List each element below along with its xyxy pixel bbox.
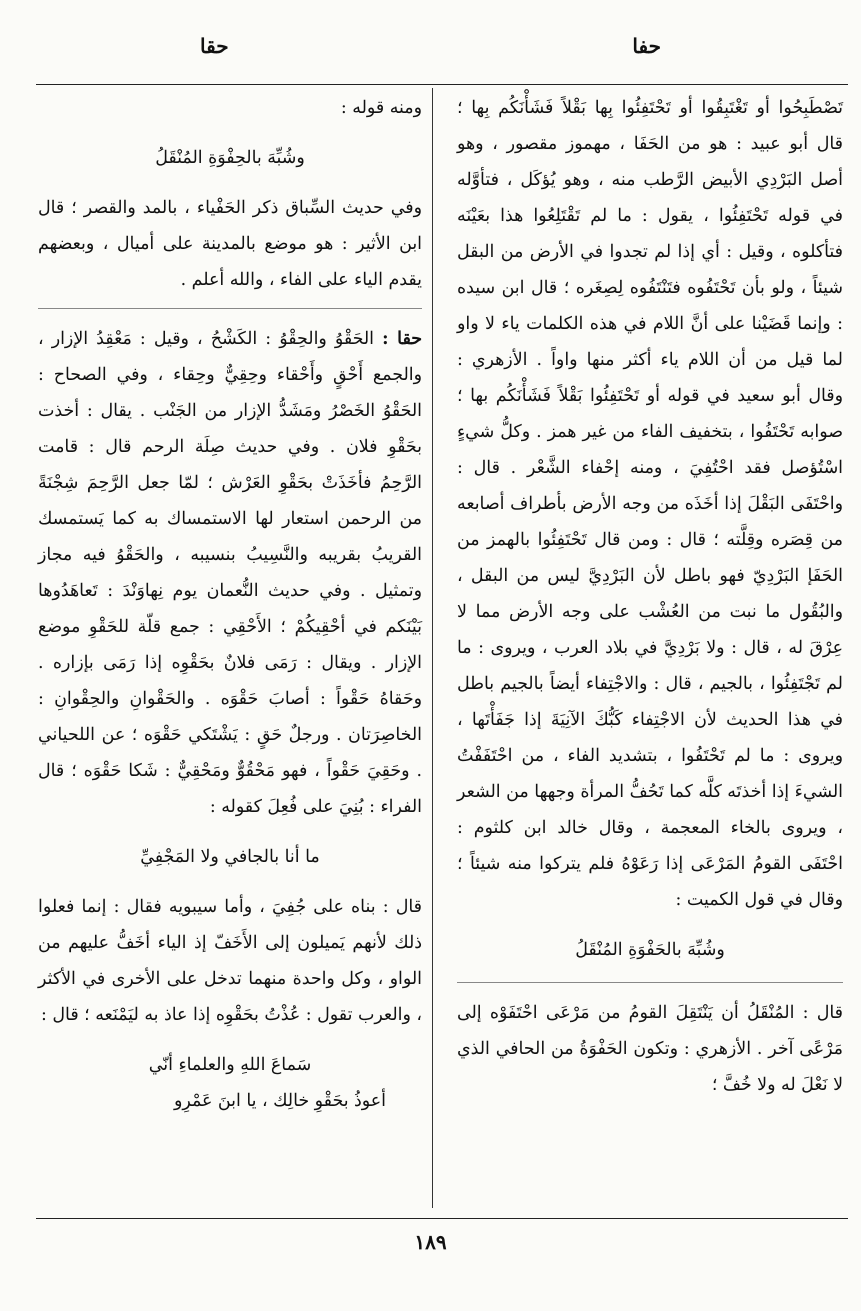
running-head-left: حقا [200,34,229,58]
left-verse-2: ما أنا بالجافي ولا المَجْفِيِّ [140,847,320,867]
right-separator [457,982,843,983]
column-divider [432,88,433,1208]
left-paragraph-2: وفي حديث السِّباق ذكر الحَفْياء ، بالمد والقصر ؛ قال ابن الأثير : هو موضع بالمدينة على أميال ، وبعضهم يقدم الياء على الفاء ، والله أعلم . [38,198,422,290]
left-separator [38,308,422,309]
entry-haqa [38,321,422,825]
right-verse: وشُبِّهَ بالحَفْوَةِ المُنْقَلُ [575,940,725,960]
left-verse-1: وشُبِّهَ بالحِفْوَةِ المُنْقَلُ [155,148,305,168]
header-rule [36,84,848,85]
left-column [38,90,422,1119]
left-paragraph-1: ومنه قوله : [340,98,422,118]
page-header [0,34,861,74]
left-verse-3-line-1: سَماعَ اللهِ والعلماءِ أنّي [148,1055,312,1075]
entry-headword: حقا : [382,329,423,349]
running-head-right: حفا [632,34,661,58]
right-column [457,90,843,1103]
page-number: ١٨٩ [414,1230,447,1254]
right-paragraph-1: تَصْطَبِحُوا أو تَغْتَبِقُوا أو تَحْتَفِئُوا بِها بَقْلاً فَشَأْنَكُم بِها ؛ قال أبو عبيد : هو من الحَفَا ، مهموز مقصور ، وهو أصل البَرْدِي الأبيض الرَّطب منه ، وهو يُؤكَل ، فتأوَّله في قوله تَحْتَفِئُوا ، يقول : ما لم تَقْتَلِعُوا هذا بعَيْنَه فتأكلوه ، وقيل : أي إذا لم تجدوا في الأرض من البقل شيئاً ، ولو بأن تَحْتَفُوه فتَنْتَفُوه لِصِغَره ؛ قال ابن سيده : وإنما قَضَيْنا على أنَّ اللام في هذه الكلمات ياء لا واو لما قيل من أن اللام ياء أكثر منها واواً . الأزهري : وقال أبو سعيد في قوله أو تَحْتَفِئُوا بَقْلاً فَشَأْنَكُم بها ؛ صوابه تَحْتَفُوا ، بتخفيف الفاء من غير همز . وكلُّ شيءٍ اسْتُؤصل فقد احْتُفِيَ ، ومنه إحْفاء الشَّعْر . قال : واحْتَفَى البَقْلَ إذا أخَذَه من وجه الأرض بأطراف أصابعه من قِصَره وقِلَّته ؛ قال : ومن قال تَحْتَفِئُوا بالهمز من الحَفَإ البَرْدِيّ فهو باطل لأن البَرْدِيَّ ليس من البقل ، والبُقُول ما نبت من العُشْب على وجه الأرض مما لا عِرْقَ له ، قال : ولا بَرْدِيَّ في بلاد العرب ، ويروى : ما لم تَجْتَفِئُوا ، بالجيم ، قال : والاجْتِفاء أيضاً بالجيم باطل في هذا الحديث لأن الاجْتِفاء كَبُّكَ الآنِيَةَ إذا جَفَأْتَها ، ويروى : ما لم تَحْتَفُوا ، بتشديد الفاء ، من احْتَفَفْتُ الشيءَ إذا أخذتَه كلَّه كما تَحُفُّ المرأة وجهها من الشعر ، ويروى بالخاء المعجمة ، وقال خالد ابن كلثوم : احْتَفَى القومُ المَرْعَى إذا رَعَوْهُ فلم يتركوا منه شيئاً ؛ وقال في قول الكميت : [457,98,843,910]
right-paragraph-2: قال : المُنْقَلُ أن يَنْتَقِلَ القومُ من مَرْعَى احْتَفَوْه إلى مَرْعًى آخر . الأزهري : وتكون الحَفْوَةُ من الحافي الذي لا نَعْلَ له ولا خُفَّ ؛ [457,1003,843,1095]
left-verse-3-line-2: أعوذُ بحَقْوِ خالِك ، يا ابنَ عَمْرِو [173,1091,386,1111]
footer-rule [36,1218,848,1219]
entry-text: الحَقْوُ والحِقْوُ : الكَشْحُ ، وقيل : مَعْقِدُ الإزار ، والجمع أَحْقٍ وأَحْقاء وحِقِيٌّ وحِقاء ، وفي الصحاح : الحَقْوُ الخَصْرُ ومَشَدُّ الإزار من الجَنْب . يقال : أخذت بحَقْوِ فلان . وفي حديث صِلَة الرحم قال : قامت الرَّحِمُ فأخَذَتْ بحَقْوِ العَرْش ؛ لمّا جعل الرَّحِمَ شِجْنَةً من الرحمن استعار لها الاستمساك به كما يَستمسك القريبُ بقريبه والنَّسِيبُ بنسيبه ، والحَقْوُ فيه مجاز وتمثيل . وفي حديث النُّعمان يوم نِهاوَنْدَ : تَعاهَدُوها بَيْنَكم في أحْقِيكُمْ ؛ الأَحْقِي : جمع قلّة للحَقْوِ موضع الإزار . ويقال : رَمَى فلانٌ بحَقْوِه إذا رَمَى بإزاره . وحَقاهُ حَقْواً : أصابَ حَقْوَه . والحَقْوانِ والحِقْوانِ : الخاصِرَتان . ورجلٌ حَقٍ : يَشْتَكي حَقْوَه ؛ عن اللحياني . وحَقِيَ حَقْواً ، فهو مَحْقُوٌّ ومَحْقِيٌّ : شَكا حَقْوَه ؛ قال الفراء : بُنِيَ على فُعِلَ كقوله : [38,329,422,817]
left-paragraph-3: قال : بناه على جُفِيَ ، وأما سيبويه فقال : إنما فعلوا ذلك لأنهم يَميلون إلى الأَخَفّ إذ الياء أخَفُّ عليهم من الواو ، وكل واحدة منهما تدخل على الأخرى في الأكثر ، والعرب تقول : عُذْتُ بحَقْوِه إذا عاذ به ليَمْنَعه ؛ قال : [38,897,422,1025]
